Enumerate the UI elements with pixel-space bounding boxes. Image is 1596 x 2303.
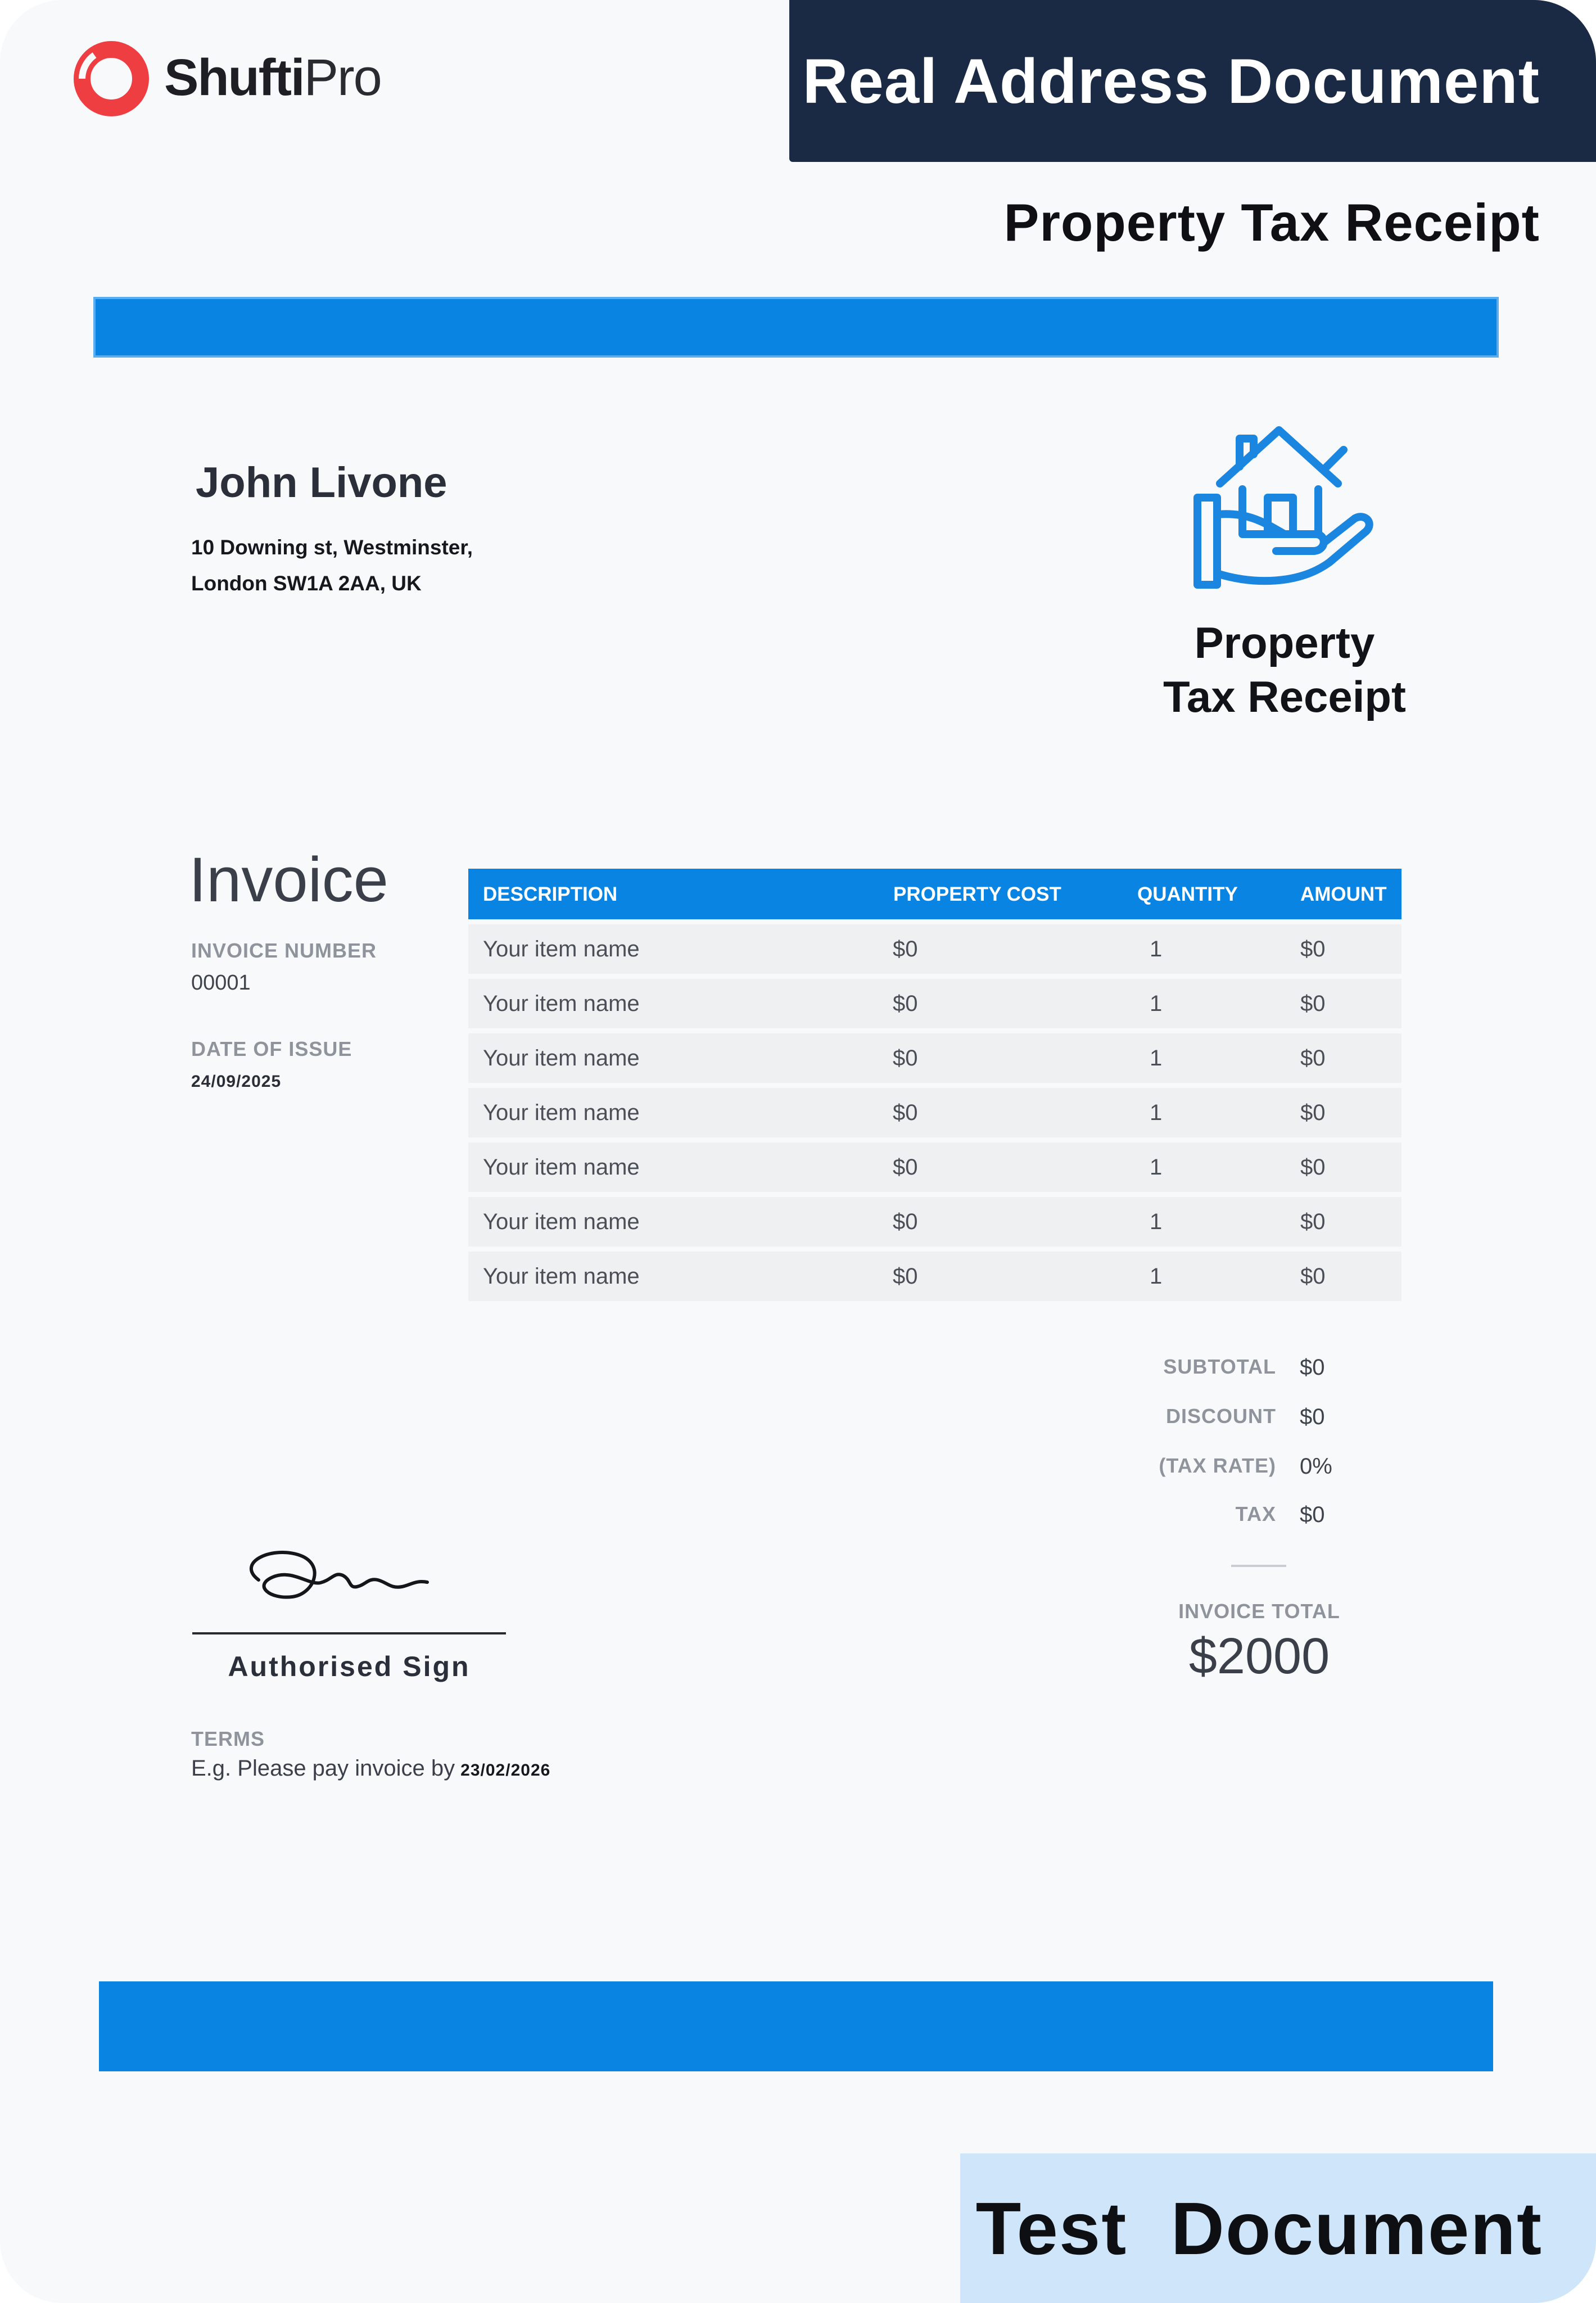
cell-cost: $0 [893, 1100, 918, 1125]
address-line-2: London SW1A 2AA, UK [191, 572, 422, 595]
cell-amount: $0 [1300, 1264, 1326, 1289]
icon-caption-line-1: Property [1194, 618, 1375, 667]
shuftipro-logo-icon [72, 39, 151, 118]
document-subtitle: Property Tax Receipt [1003, 193, 1540, 252]
cell-quantity: 1 [1150, 1155, 1163, 1180]
invoice-title: Invoice [189, 845, 388, 915]
header-description: DESCRIPTION [483, 883, 618, 905]
invoice-number-label: INVOICE NUMBER [191, 939, 377, 962]
signature-scribble [230, 1541, 455, 1619]
header-banner [789, 0, 1596, 162]
tax-value: $0 [1300, 1502, 1325, 1527]
house-in-hand-icon [1186, 416, 1383, 602]
cell-description: Your item name [483, 937, 640, 961]
date-of-issue: 24/09/2025 [191, 1072, 282, 1091]
brand-wordmark: ShuftiPro [164, 49, 381, 106]
tax-rate-label: (TAX RATE) [1159, 1454, 1276, 1477]
table-row [468, 1252, 1401, 1301]
cell-description: Your item name [483, 1046, 640, 1071]
invoice-total-label: INVOICE TOTAL [1178, 1600, 1340, 1623]
header-property-cost: PROPERTY COST [893, 883, 1061, 905]
header-amount: AMOUNT [1300, 883, 1387, 905]
banner-title: Real Address Document [802, 46, 1540, 116]
table-row [468, 1033, 1401, 1083]
table-row [468, 1197, 1401, 1247]
cell-quantity: 1 [1150, 1209, 1163, 1234]
terms-text [191, 1756, 550, 1781]
recipient-address [191, 530, 473, 602]
cell-cost: $0 [893, 991, 918, 1016]
cell-description: Your item name [483, 1100, 640, 1125]
cell-quantity: 1 [1150, 937, 1163, 961]
cell-description: Your item name [483, 1209, 640, 1234]
invoice-number: 00001 [191, 971, 251, 995]
table-row [468, 979, 1401, 1028]
authorised-sign-label: Authorised Sign [228, 1651, 471, 1682]
signature-line [192, 1632, 506, 1634]
totals-divider [1231, 1565, 1286, 1567]
cell-amount: $0 [1300, 1209, 1326, 1234]
tax-rate-value: 0% [1300, 1454, 1332, 1479]
address-line-1: 10 Downing st, Westminster, [191, 536, 473, 559]
test-document-label: Test Document [975, 2187, 1543, 2270]
cell-description: Your item name [483, 1264, 640, 1289]
cell-quantity: 1 [1150, 991, 1163, 1016]
date-of-issue-label: DATE OF ISSUE [191, 1037, 352, 1060]
icon-caption-line-2: Tax Receipt [1163, 672, 1407, 721]
table-header [468, 869, 1401, 919]
recipient-name: John Livone [196, 459, 447, 507]
cell-amount: $0 [1300, 1046, 1326, 1071]
icon-caption [1124, 616, 1445, 724]
table-row [468, 1143, 1401, 1192]
invoice-table [468, 869, 1401, 1301]
invoice-total-value: $2000 [1188, 1628, 1330, 1685]
cell-cost: $0 [893, 1209, 918, 1234]
tax-label: TAX [1235, 1502, 1276, 1525]
cell-quantity: 1 [1150, 1100, 1163, 1125]
header-quantity: QUANTITY [1137, 883, 1238, 905]
cell-cost: $0 [893, 1155, 918, 1180]
table-row [468, 1088, 1401, 1137]
top-divider-bar [93, 297, 1499, 358]
cell-amount: $0 [1300, 1155, 1326, 1180]
cell-cost: $0 [893, 1264, 918, 1289]
subtotal-label: SUBTOTAL [1163, 1355, 1276, 1378]
cell-quantity: 1 [1150, 1046, 1163, 1071]
subtotal-value: $0 [1300, 1355, 1325, 1380]
cell-description: Your item name [483, 1155, 640, 1180]
terms-due-date: 23/02/2026 [460, 1761, 551, 1780]
terms-body: E.g. Please pay invoice by [191, 1756, 455, 1781]
cell-description: Your item name [483, 991, 640, 1016]
cell-cost: $0 [893, 937, 918, 961]
cell-amount: $0 [1300, 937, 1326, 961]
table-row [468, 924, 1401, 974]
terms-label: TERMS [191, 1727, 265, 1750]
cell-cost: $0 [893, 1046, 918, 1071]
cell-amount: $0 [1300, 1100, 1326, 1125]
cell-quantity: 1 [1150, 1264, 1163, 1289]
discount-label: DISCOUNT [1166, 1405, 1276, 1428]
test-document-badge [960, 2153, 1596, 2303]
bottom-divider-bar [99, 1981, 1493, 2071]
cell-amount: $0 [1300, 991, 1326, 1016]
discount-value: $0 [1300, 1405, 1325, 1429]
